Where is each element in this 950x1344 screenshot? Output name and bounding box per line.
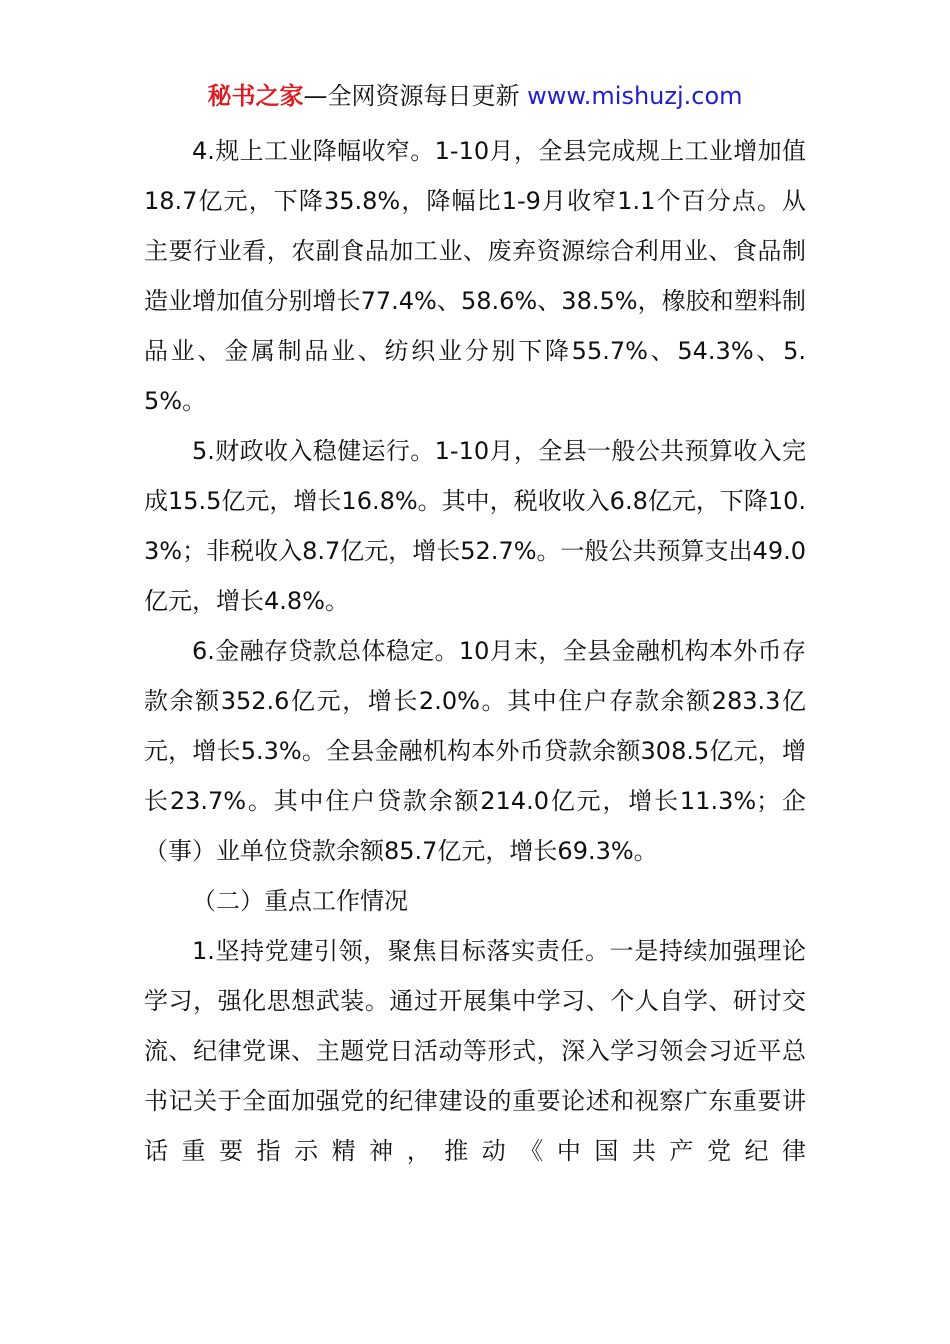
paragraph-finance: 5.财政收入稳健运行。1-10月，全县一般公共预算收入完成15.5亿元，增长16.8%。其中，税收收入6.8亿元，下降10.3%；非税收入8.7亿元，增长52.7%。一般公共预算支出49.0亿元，增长4.8%。 [144, 437, 807, 615]
site-header [0, 78, 950, 114]
paragraph-banking: 6.金融存贷款总体稳定。10月末，全县金融机构本外币存款余额352.6亿元，增长2.0%。其中住户存款余额283.3亿元，增长5.3%。全县金融机构本外币贷款余额308.5亿元，增长23.7%。其中住户贷款余额214.0亿元，增长11.3%；企（事）业单位贷款余额85.7亿元，增长69.3%。 [144, 637, 806, 865]
document-body [144, 126, 806, 1176]
paragraph-party-building: 1.坚持党建引领，聚焦目标落实责任。一是持续加强理论学习，强化思想武装。通过开展集中学习、个人自学、研讨交流、纪律党课、主题党日活动等形式，深入学习领会习近平总书记关于全面加强党的纪律建设的重要论述和视察广东重要讲话重要指示精神，推动《中国共产党纪律 [144, 937, 806, 1165]
site-url-link[interactable]: www.mishuzj.com [527, 82, 743, 110]
site-tagline: —全网资源每日更新 [303, 82, 520, 110]
site-brand: 秘书之家 [207, 82, 304, 110]
section-heading-key-work: （二）重点工作情况 [192, 887, 408, 915]
paragraph-industry: 4.规上工业降幅收窄。1-10月，全县完成规上工业增加值18.7亿元，下降35.8%，降幅比1-9月收窄1.1个百分点。从主要行业看，农副食品加工业、废弃资源综合利用业、食品制造业增加值分别增长77.4%、58.6%、38.5%，橡胶和塑料制品业、金属制品业、纺织业分别下降55.7%、54.3%、5.5%。 [144, 137, 806, 415]
